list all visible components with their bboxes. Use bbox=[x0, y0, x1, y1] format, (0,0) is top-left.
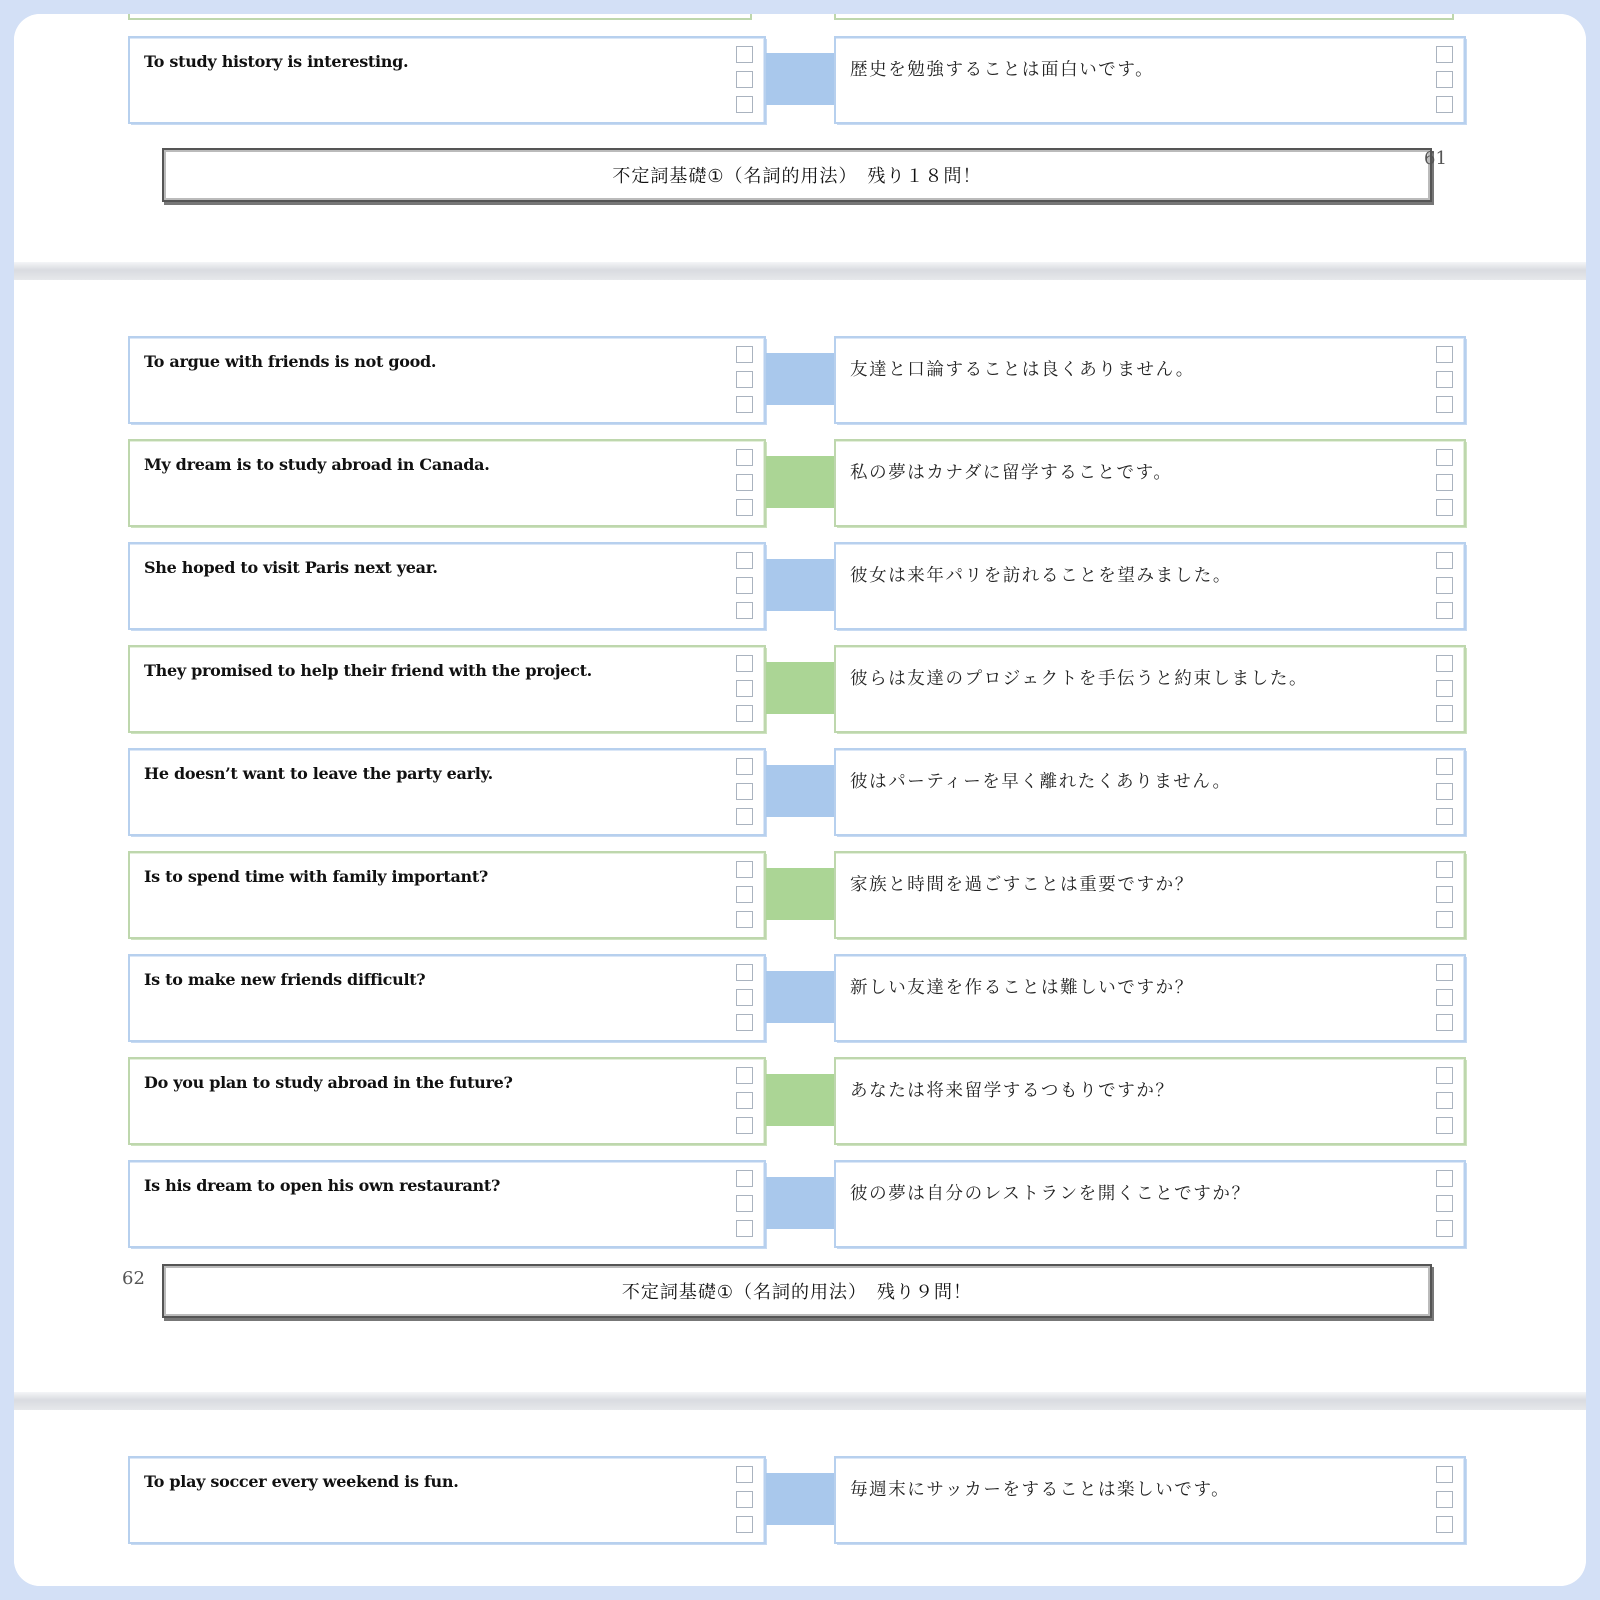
checkbox[interactable] bbox=[736, 552, 753, 569]
check-boxes bbox=[1436, 552, 1456, 627]
japanese-sentence: 彼女は来年パリを訪れることを望みました。 bbox=[850, 566, 1232, 586]
sentence-row bbox=[128, 36, 1466, 132]
english-sentence: To study history is interesting. bbox=[144, 52, 409, 71]
english-sentence: Do you plan to study abroad in the future? bbox=[144, 1073, 513, 1092]
checkbox[interactable] bbox=[736, 964, 753, 981]
page-number: 61 bbox=[1424, 148, 1447, 169]
sentence-row bbox=[128, 1160, 1466, 1256]
check-boxes bbox=[1436, 46, 1456, 121]
japanese-sentence: 歴史を勉強することは面白いです。 bbox=[850, 60, 1155, 80]
sentence-row bbox=[128, 748, 1466, 844]
checkbox[interactable] bbox=[736, 499, 753, 516]
checkbox[interactable] bbox=[736, 783, 753, 800]
checkbox[interactable] bbox=[1436, 680, 1453, 697]
checkbox[interactable] bbox=[736, 886, 753, 903]
checkbox[interactable] bbox=[1436, 964, 1453, 981]
checkbox[interactable] bbox=[736, 1117, 753, 1134]
checkbox[interactable] bbox=[1436, 1067, 1453, 1084]
japanese-sentence: 毎週末にサッカーをすることは楽しいです。 bbox=[850, 1480, 1231, 1500]
check-boxes bbox=[736, 964, 756, 1039]
checkbox[interactable] bbox=[1436, 1466, 1453, 1483]
english-sentence-box bbox=[128, 439, 766, 527]
japanese-sentence-box bbox=[834, 954, 1466, 1042]
english-sentence-box bbox=[128, 954, 766, 1042]
checkbox[interactable] bbox=[736, 346, 753, 363]
japanese-sentence-box bbox=[834, 439, 1466, 527]
english-sentence: He doesn’t want to leave the party early. bbox=[144, 764, 493, 783]
previous-row-edge-jp bbox=[834, 14, 1454, 20]
checkbox[interactable] bbox=[1436, 861, 1453, 878]
japanese-sentence-box bbox=[834, 1160, 1466, 1248]
check-boxes bbox=[736, 758, 756, 833]
checkbox[interactable] bbox=[1436, 1117, 1453, 1134]
checkbox[interactable] bbox=[736, 705, 753, 722]
japanese-sentence-box bbox=[834, 1057, 1466, 1145]
sentence-row bbox=[128, 1057, 1466, 1153]
checkbox[interactable] bbox=[736, 1516, 753, 1533]
english-sentence-box bbox=[128, 851, 766, 939]
checkbox[interactable] bbox=[736, 1014, 753, 1031]
checkbox[interactable] bbox=[1436, 1491, 1453, 1508]
connector-bar bbox=[766, 456, 834, 508]
checkbox[interactable] bbox=[1436, 783, 1453, 800]
checkbox[interactable] bbox=[736, 758, 753, 775]
check-boxes bbox=[1436, 346, 1456, 421]
japanese-sentence-box bbox=[834, 36, 1466, 124]
english-sentence-box bbox=[128, 1057, 766, 1145]
checkbox[interactable] bbox=[1436, 655, 1453, 672]
page-separator bbox=[14, 262, 1586, 280]
english-sentence-box bbox=[128, 36, 766, 124]
checkbox[interactable] bbox=[1436, 499, 1453, 516]
checkbox[interactable] bbox=[736, 1491, 753, 1508]
checkbox[interactable] bbox=[736, 861, 753, 878]
checkbox[interactable] bbox=[736, 1220, 753, 1237]
english-sentence: To argue with friends is not good. bbox=[144, 352, 437, 371]
english-sentence-box bbox=[128, 645, 766, 733]
checkbox[interactable] bbox=[736, 71, 753, 88]
connector-bar bbox=[766, 971, 834, 1023]
check-boxes bbox=[1436, 1170, 1456, 1245]
japanese-sentence-box bbox=[834, 542, 1466, 630]
check-boxes bbox=[1436, 861, 1456, 936]
checkbox[interactable] bbox=[1436, 96, 1453, 113]
japanese-sentence-box bbox=[834, 1456, 1466, 1544]
sentence-row bbox=[128, 1456, 1466, 1552]
sentence-row bbox=[128, 851, 1466, 947]
english-sentence-box bbox=[128, 748, 766, 836]
sentence-row bbox=[128, 645, 1466, 741]
checkbox[interactable] bbox=[736, 602, 753, 619]
check-boxes bbox=[736, 1466, 756, 1541]
checkbox[interactable] bbox=[736, 474, 753, 491]
checkbox[interactable] bbox=[1436, 449, 1453, 466]
checkbox[interactable] bbox=[1436, 886, 1453, 903]
japanese-sentence: 彼らは友達のプロジェクトを手伝うと約束しました。 bbox=[850, 669, 1309, 689]
checkbox[interactable] bbox=[1436, 1220, 1453, 1237]
page-separator bbox=[14, 1392, 1586, 1410]
previous-row-edge bbox=[128, 14, 752, 20]
check-boxes bbox=[736, 1170, 756, 1245]
sentence-row bbox=[128, 542, 1466, 638]
checkbox[interactable] bbox=[1436, 1195, 1453, 1212]
check-boxes bbox=[1436, 449, 1456, 524]
checkbox[interactable] bbox=[1436, 989, 1453, 1006]
checkbox[interactable] bbox=[736, 911, 753, 928]
checkbox[interactable] bbox=[1436, 705, 1453, 722]
checkbox[interactable] bbox=[1436, 346, 1453, 363]
check-boxes bbox=[1436, 758, 1456, 833]
connector-bar bbox=[766, 1177, 834, 1229]
checkbox[interactable] bbox=[736, 1466, 753, 1483]
checkbox[interactable] bbox=[1436, 552, 1453, 569]
english-sentence-box bbox=[128, 1456, 766, 1544]
checkbox[interactable] bbox=[736, 655, 753, 672]
checkbox[interactable] bbox=[1436, 371, 1453, 388]
checkbox[interactable] bbox=[736, 1170, 753, 1187]
checkbox[interactable] bbox=[1436, 1014, 1453, 1031]
check-boxes bbox=[736, 655, 756, 730]
checkbox[interactable] bbox=[736, 1067, 753, 1084]
english-sentence: They promised to help their friend with the project. bbox=[144, 661, 592, 680]
check-boxes bbox=[1436, 1466, 1456, 1541]
checkbox[interactable] bbox=[736, 1195, 753, 1212]
english-sentence-box bbox=[128, 1160, 766, 1248]
checkbox[interactable] bbox=[736, 371, 753, 388]
checkbox[interactable] bbox=[1436, 758, 1453, 775]
checkbox[interactable] bbox=[736, 808, 753, 825]
check-boxes bbox=[736, 861, 756, 936]
connector-bar bbox=[766, 559, 834, 611]
checkbox[interactable] bbox=[736, 396, 753, 413]
progress-banner: 不定詞基礎①（名詞的用法） 残り９問！ bbox=[162, 1264, 1432, 1318]
checkbox[interactable] bbox=[1436, 46, 1453, 63]
japanese-sentence: 彼はパーティーを早く離れたくありません。 bbox=[850, 772, 1232, 792]
connector-bar bbox=[766, 1074, 834, 1126]
connector-bar bbox=[766, 868, 834, 920]
check-boxes bbox=[1436, 1067, 1456, 1142]
check-boxes bbox=[1436, 964, 1456, 1039]
connector-bar bbox=[766, 662, 834, 714]
japanese-sentence: 彼の夢は自分のレストランを開くことですか？ bbox=[850, 1184, 1251, 1204]
english-sentence: Is to spend time with family important? bbox=[144, 867, 489, 886]
check-boxes bbox=[736, 46, 756, 121]
check-boxes bbox=[1436, 655, 1456, 730]
page-61 bbox=[14, 14, 1586, 262]
checkbox[interactable] bbox=[1436, 396, 1453, 413]
english-sentence: Is his dream to open his own restaurant? bbox=[144, 1176, 501, 1195]
sentence-row bbox=[128, 954, 1466, 1050]
checkbox[interactable] bbox=[1436, 808, 1453, 825]
connector-bar bbox=[766, 1473, 834, 1525]
english-sentence: Is to make new friends difficult? bbox=[144, 970, 426, 989]
page-62 bbox=[14, 280, 1586, 1392]
checkbox[interactable] bbox=[736, 96, 753, 113]
english-sentence: To play soccer every weekend is fun. bbox=[144, 1472, 459, 1491]
japanese-sentence-box bbox=[834, 645, 1466, 733]
checkbox[interactable] bbox=[736, 46, 753, 63]
check-boxes bbox=[736, 1067, 756, 1142]
japanese-sentence: あなたは将来留学するつもりですか？ bbox=[850, 1081, 1175, 1101]
check-boxes bbox=[736, 449, 756, 524]
english-sentence: My dream is to study abroad in Canada. bbox=[144, 455, 490, 474]
connector-bar bbox=[766, 765, 834, 817]
english-sentence-box bbox=[128, 542, 766, 630]
checkbox[interactable] bbox=[1436, 602, 1453, 619]
document-viewer bbox=[14, 14, 1586, 1586]
japanese-sentence: 友達と口論することは良くありません。 bbox=[850, 360, 1195, 380]
checkbox[interactable] bbox=[1436, 71, 1453, 88]
checkbox[interactable] bbox=[736, 989, 753, 1006]
japanese-sentence-box bbox=[834, 748, 1466, 836]
checkbox[interactable] bbox=[1436, 911, 1453, 928]
checkbox[interactable] bbox=[1436, 1170, 1453, 1187]
japanese-sentence: 家族と時間を過ごすことは重要ですか？ bbox=[850, 875, 1194, 895]
checkbox[interactable] bbox=[1436, 577, 1453, 594]
japanese-sentence: 私の夢はカナダに留学することです。 bbox=[850, 463, 1173, 483]
checkbox[interactable] bbox=[736, 680, 753, 697]
check-boxes bbox=[736, 552, 756, 627]
checkbox[interactable] bbox=[1436, 1516, 1453, 1533]
connector-bar bbox=[766, 53, 834, 105]
check-boxes bbox=[736, 346, 756, 421]
english-sentence-box bbox=[128, 336, 766, 424]
sentence-row bbox=[128, 336, 1466, 432]
sentence-row bbox=[128, 439, 1466, 535]
connector-bar bbox=[766, 353, 834, 405]
progress-banner: 不定詞基礎①（名詞的用法） 残り１８問！ bbox=[162, 148, 1432, 202]
page-63 bbox=[14, 1410, 1586, 1586]
checkbox[interactable] bbox=[1436, 1092, 1453, 1109]
checkbox[interactable] bbox=[736, 577, 753, 594]
japanese-sentence: 新しい友達を作ることは難しいですか？ bbox=[850, 978, 1194, 998]
checkbox[interactable] bbox=[736, 449, 753, 466]
page-number: 62 bbox=[122, 1268, 145, 1289]
checkbox[interactable] bbox=[736, 1092, 753, 1109]
english-sentence: She hoped to visit Paris next year. bbox=[144, 558, 438, 577]
checkbox[interactable] bbox=[1436, 474, 1453, 491]
japanese-sentence-box bbox=[834, 851, 1466, 939]
japanese-sentence-box bbox=[834, 336, 1466, 424]
